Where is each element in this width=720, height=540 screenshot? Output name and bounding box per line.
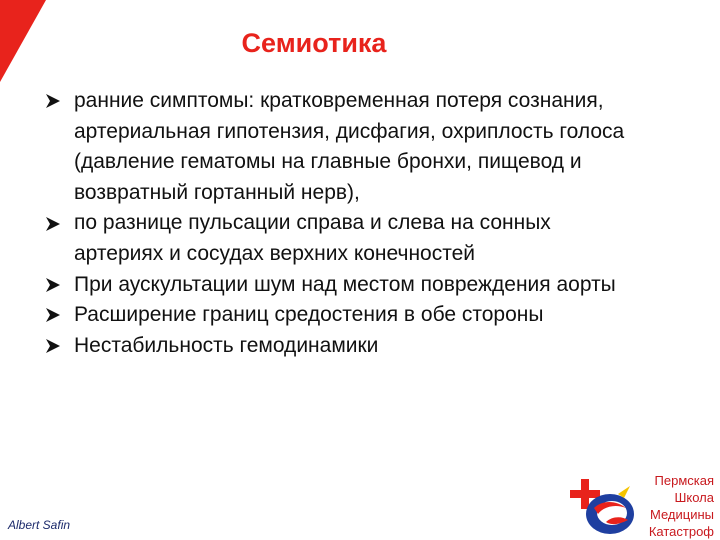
bullet-text: При аускультации шум над местом повреждения аорты (74, 272, 616, 296)
slide-title: Семиотика (241, 28, 387, 58)
arrow-bullet-icon (44, 86, 74, 117)
arrow-bullet-icon (44, 331, 74, 362)
school-emblem-icon (566, 464, 640, 538)
bullet-item (44, 270, 644, 301)
bullet-item (44, 300, 644, 331)
author-label: Albert Safin (8, 518, 71, 532)
bullet-text: Нестабильность гемодинамики (74, 333, 379, 357)
bullet-text: ранние симптомы: кратковременная потеря сознания, артериальная гипотензия, дисфагия, охриплость голоса (давление гематомы на главные бронхи, пищевод и возвратный гортанный нерв), (74, 89, 625, 204)
arrow-bullet-icon (44, 270, 74, 301)
school-name-line: Катастроф (648, 524, 714, 539)
bullet-text: по разнице пульсации справа и слева на сонных артериях и сосудах верхних конечностей (74, 211, 551, 265)
bullet-item (44, 86, 644, 208)
school-name (649, 472, 714, 540)
bullet-text: Расширение границ средостения в обе стороны (74, 303, 544, 327)
arrow-bullet-icon (44, 208, 74, 239)
bullet-item (44, 331, 644, 362)
school-name-line: Школа (674, 490, 714, 505)
bullet-list (44, 86, 644, 361)
school-name-line: Медицины (650, 507, 714, 522)
bullet-item (44, 208, 644, 269)
arrow-bullet-icon (44, 300, 74, 331)
school-name-line: Пермская (654, 473, 714, 488)
